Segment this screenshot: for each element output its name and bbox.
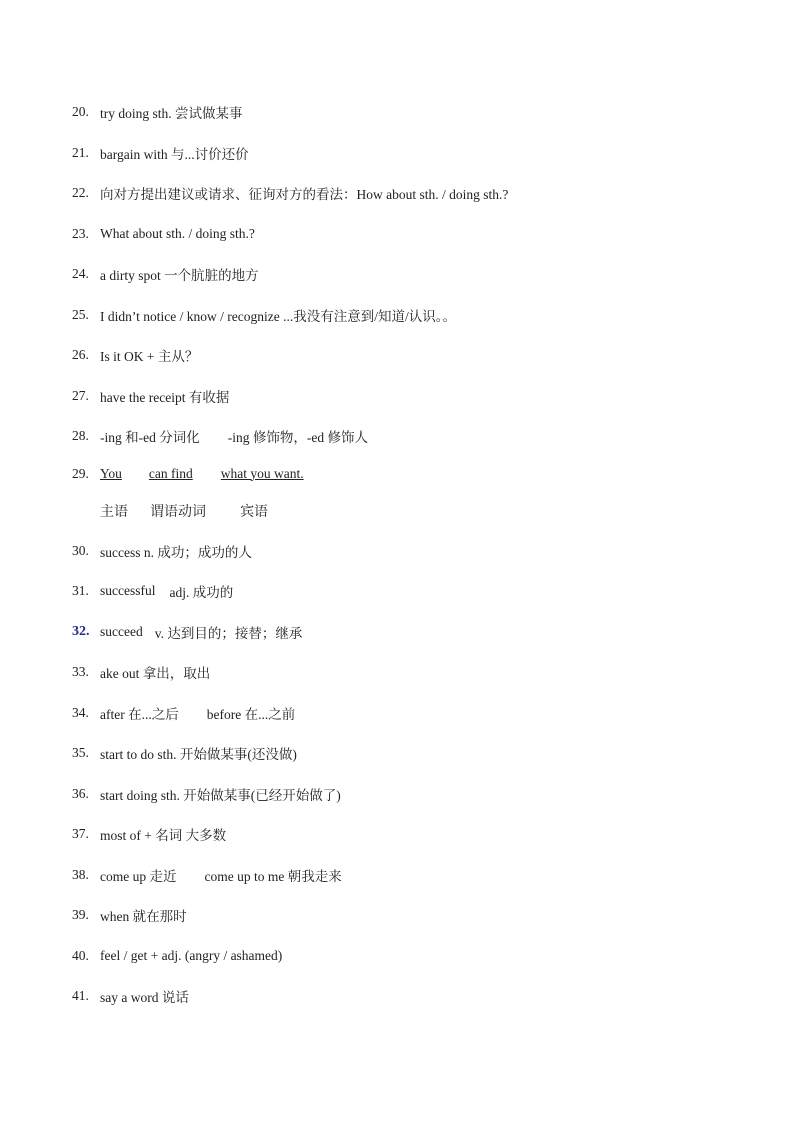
item-text-part: v. 达到目的；接替；继承 — [154, 625, 303, 641]
sentence-object: what you want. — [220, 465, 304, 481]
list-item — [72, 295, 752, 336]
item-text — [100, 426, 368, 446]
list-item — [72, 254, 752, 295]
item-text: 向对方提出建议或请求、征询对方的看法：How about sth. / doing sth.? — [100, 187, 509, 203]
sentence-subject: You — [100, 465, 122, 481]
item-number: 26. — [72, 347, 89, 363]
item-text: most of + 名词 大多数 — [100, 828, 227, 844]
sentence-verb: can find — [148, 465, 193, 481]
item-text: success n. 成功；成功的人 — [100, 544, 252, 560]
item-number: 23. — [72, 225, 89, 241]
item-number: 22. — [72, 185, 89, 201]
item-text: try doing sth. 尝试做某事 — [100, 106, 243, 122]
item-text — [100, 581, 233, 601]
list-item — [72, 814, 752, 855]
item-text — [100, 622, 302, 642]
list-item — [72, 733, 752, 774]
list-item — [72, 936, 752, 977]
label-subject: 主语 — [100, 504, 128, 520]
list-item — [72, 92, 752, 133]
item-text: start to do sth. 开始做某事(还没做) — [100, 747, 297, 763]
list-item — [72, 416, 752, 457]
item-text: bargain with 与...讨价还价 — [100, 146, 249, 162]
item-text: feel / get + adj. (angry / ashamed) — [100, 947, 283, 963]
item-number: 20. — [72, 104, 89, 120]
item-number: 36. — [72, 785, 89, 801]
list-item — [72, 652, 752, 693]
item-number: 34. — [72, 704, 89, 720]
item-number: 29. — [72, 465, 89, 481]
list-item — [72, 173, 752, 214]
list-item — [72, 976, 752, 1017]
list-item — [72, 693, 752, 734]
item-text: Is it OK + 主从？ — [100, 349, 199, 365]
item-number: 39. — [72, 907, 89, 923]
vocab-list — [72, 92, 752, 1017]
list-item — [72, 376, 752, 417]
item-text-part: succeed — [100, 623, 143, 639]
item-number: 24. — [72, 266, 89, 282]
item-text: start doing sth. 开始做某事(已经开始做了) — [100, 787, 341, 803]
item-text-part: come up 走近 — [100, 868, 177, 884]
item-number: 38. — [72, 866, 89, 882]
item-number: 25. — [72, 306, 89, 322]
item-text — [100, 865, 342, 885]
item-number: 37. — [72, 826, 89, 842]
item-number: 28. — [72, 428, 89, 444]
item-number: 40. — [72, 947, 89, 963]
item-text-part: -ing 修饰物，-ed 修饰人 — [227, 430, 368, 446]
list-item — [72, 774, 752, 815]
list-item — [72, 457, 752, 491]
list-item — [72, 895, 752, 936]
item-number: 31. — [72, 583, 89, 599]
item-number: 41. — [72, 988, 89, 1004]
item-text: I didn’t notice / know / recognize ...我没有注意到/知道/认识。。 — [100, 308, 456, 324]
label-object: 宾语 — [240, 504, 268, 520]
item-number: 21. — [72, 144, 89, 160]
item-number: 33. — [72, 664, 89, 680]
item-number: 30. — [72, 542, 89, 558]
item-text-part: -ing 和-ed 分词化 — [100, 430, 200, 446]
label-verb: 谓语动词 — [150, 504, 206, 520]
list-item — [72, 612, 752, 653]
item-text — [100, 466, 304, 482]
item-text-part: come up to me 朝我走来 — [204, 868, 342, 884]
item-number: 35. — [72, 745, 89, 761]
grammar-labels — [72, 491, 752, 531]
item-text-part: before 在...之前 — [206, 706, 296, 722]
list-item — [72, 214, 752, 255]
item-number: 27. — [72, 387, 89, 403]
item-text: when 就在那时 — [100, 909, 187, 925]
item-text: have the receipt 有收据 — [100, 389, 230, 405]
item-text — [100, 703, 295, 723]
list-item — [72, 571, 752, 612]
list-item — [72, 855, 752, 896]
item-text: a dirty spot 一个肮脏的地方 — [100, 268, 259, 284]
item-text-part: successful — [100, 583, 156, 599]
item-text-part: after 在...之后 — [100, 706, 179, 722]
item-number: 32. — [72, 623, 90, 639]
list-item — [72, 133, 752, 174]
item-text: What about sth. / doing sth.? — [100, 225, 255, 241]
list-item — [72, 531, 752, 572]
list-item — [72, 335, 752, 376]
item-text: ake out 拿出，取出 — [100, 666, 211, 682]
item-text-part: adj. 成功的 — [169, 585, 234, 601]
item-text: say a word 说话 — [100, 990, 189, 1006]
